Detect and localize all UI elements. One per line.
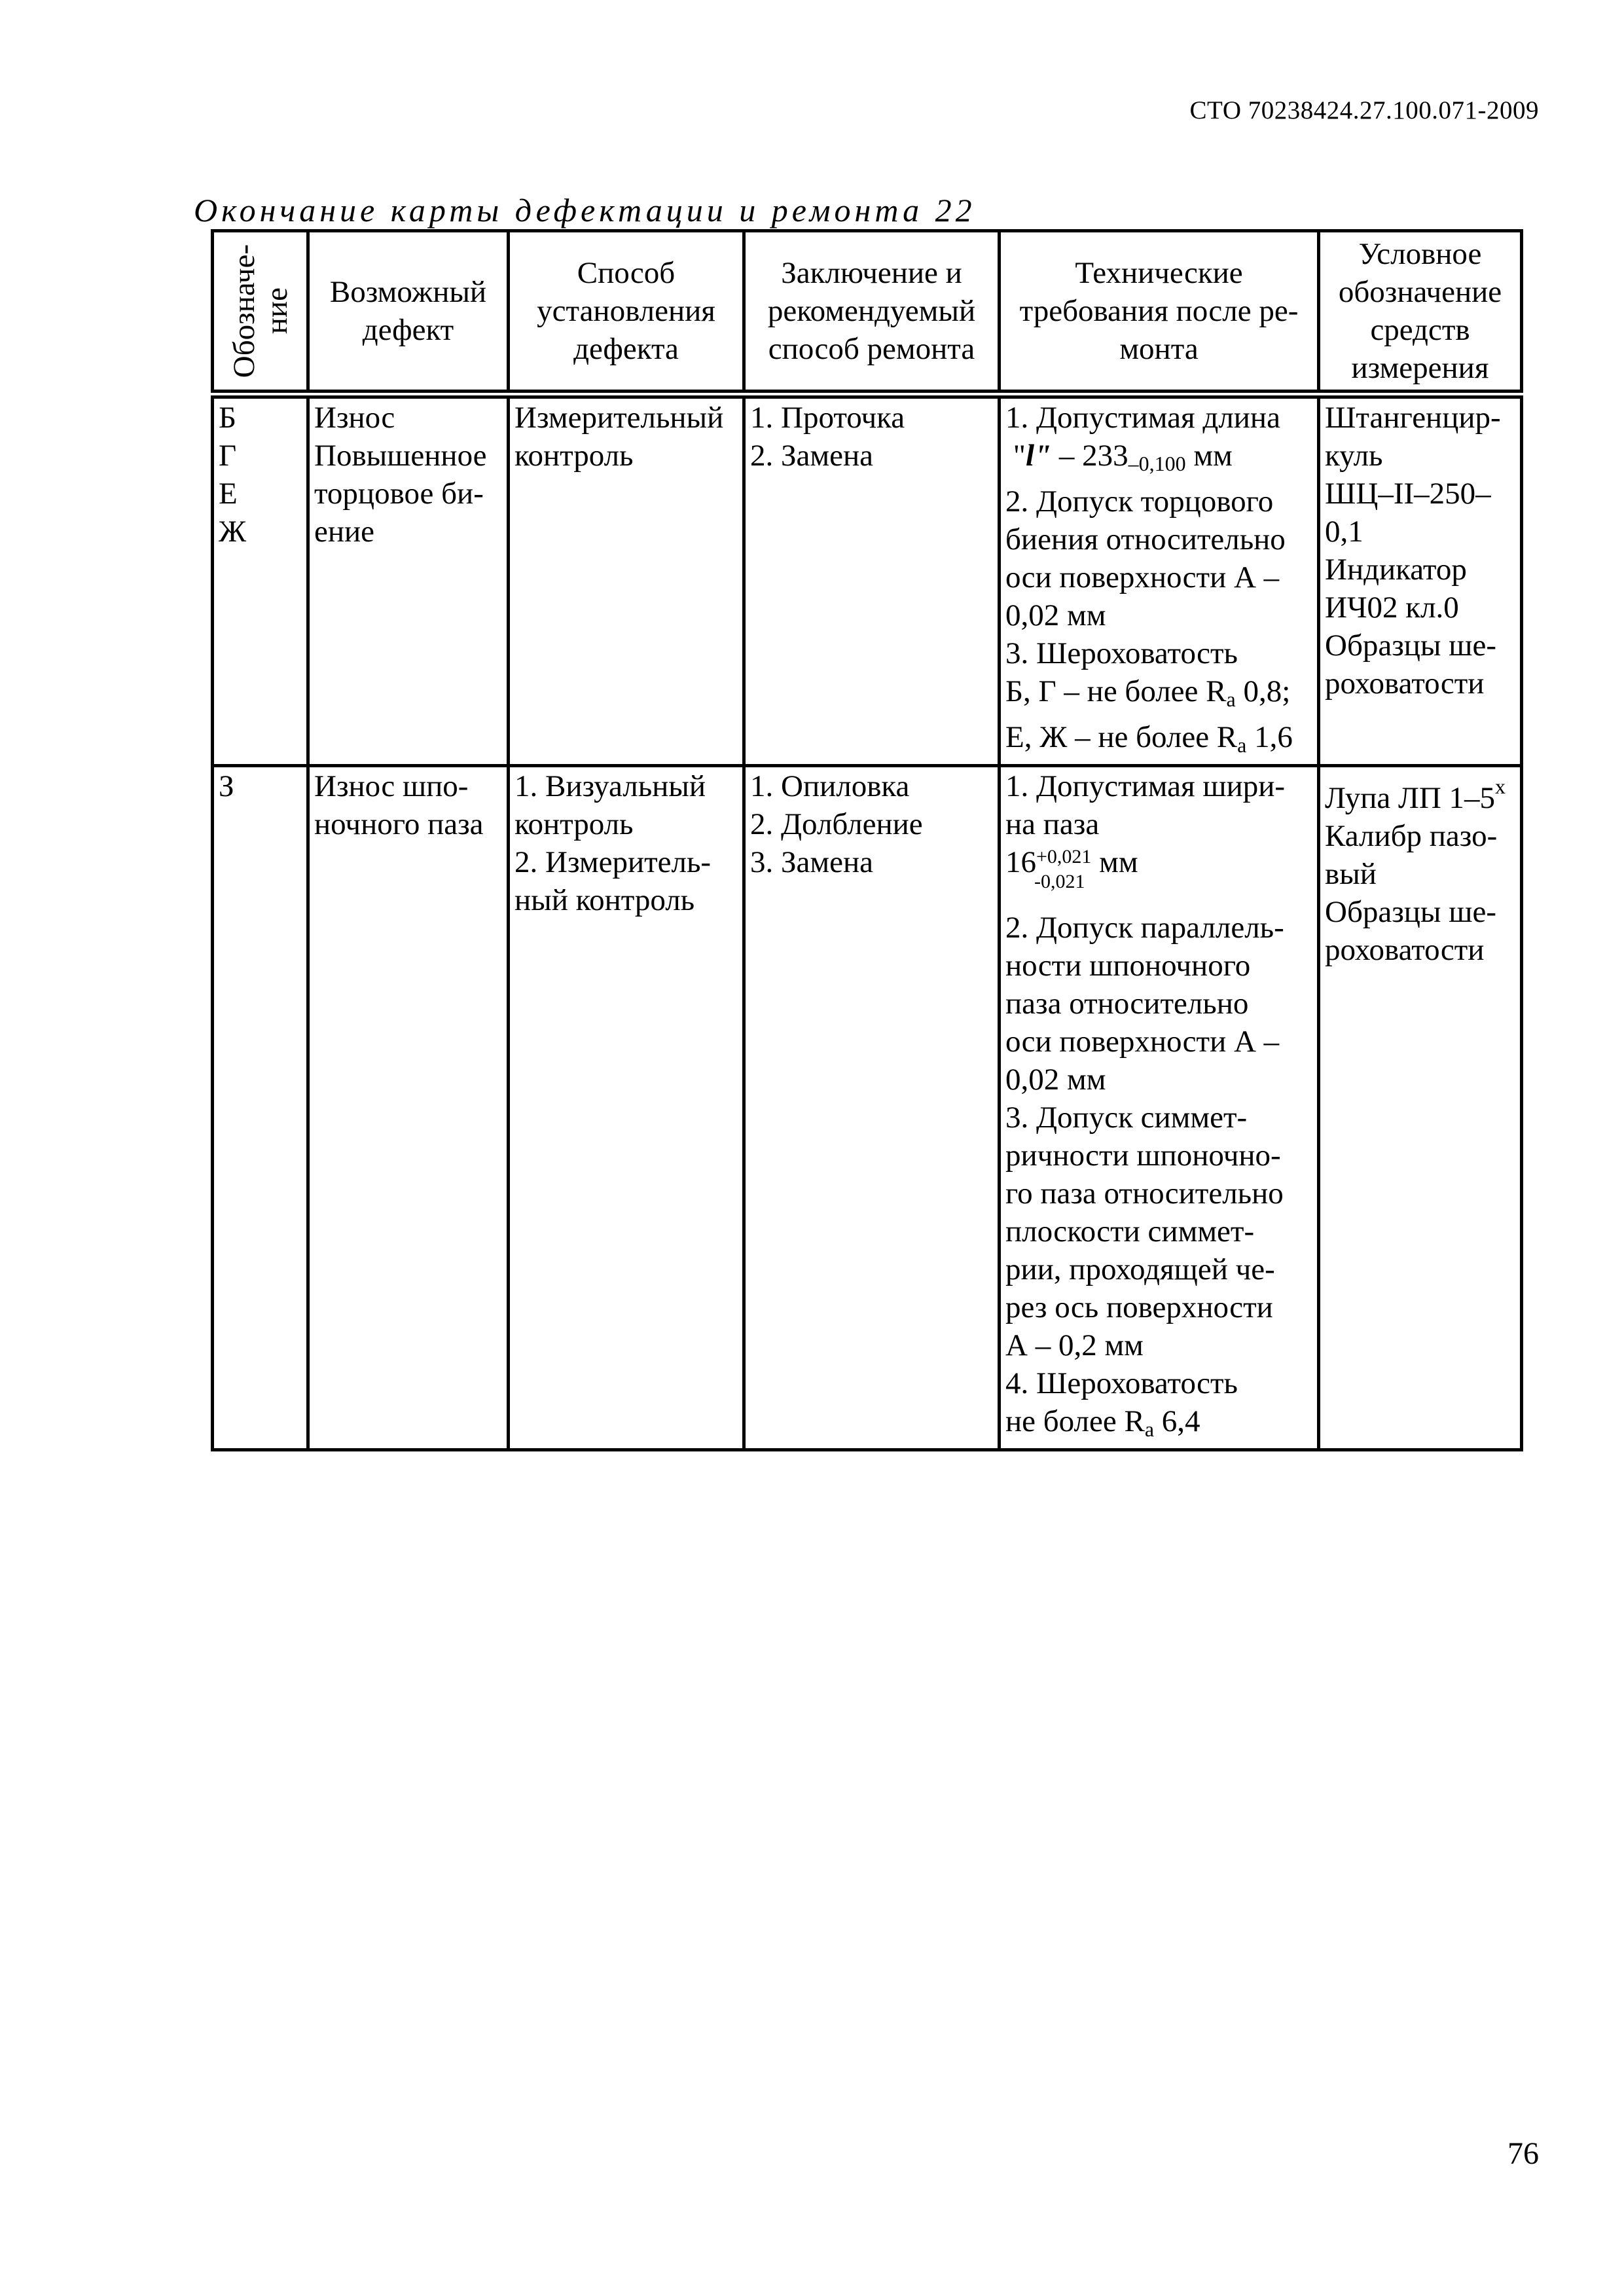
defect-line: Износ шпо-: [314, 769, 469, 803]
instrument-line: ИЧ02 кл.0: [1325, 591, 1459, 625]
instrument-line: роховатости: [1325, 933, 1485, 967]
requirement-line: го паза относительно: [1005, 1176, 1284, 1211]
requirement-line: 3. Шероховатость: [1005, 636, 1238, 670]
requirement-line: 1. Допустимая шири-: [1005, 769, 1286, 803]
requirement-line: плоскости симмет-: [1005, 1214, 1255, 1248]
method-line: Измерительный: [514, 401, 724, 435]
requirement-line-roughness: не более $R_a$ 6,4: [1005, 1404, 1200, 1441]
instrument-line: Штангенцир-: [1325, 401, 1501, 435]
instrument-line: Образцы ше-: [1325, 629, 1496, 663]
cell-defect: [308, 766, 509, 1450]
instrument-line: Индикатор: [1325, 553, 1467, 587]
instrument-line-magnifier: Лупа ЛП $1-5^х$: [1325, 774, 1506, 815]
designation-line: Г: [219, 439, 237, 473]
method-line: 1. Визуальный: [514, 769, 706, 803]
requirement-line: рез ось поверхности: [1005, 1290, 1273, 1324]
repair-line: 1. Опиловка: [750, 769, 910, 803]
requirement-line: 2. Допуск торцового: [1005, 484, 1274, 519]
header-designation-label: Обозначе- ние: [226, 244, 294, 378]
instrument-line: 0,1: [1325, 515, 1363, 549]
requirement-line: 1. Допустимая длина: [1005, 401, 1280, 435]
method-line: ный контроль: [514, 883, 695, 917]
table-caption: Окончание карты дефектации и ремонта 22: [194, 192, 976, 228]
table-row: [213, 766, 1522, 1450]
table-row: [213, 394, 1522, 766]
length-symbol: l": [1025, 439, 1052, 473]
instrument-line: куль: [1325, 439, 1383, 473]
repair-line: 2. Замена: [750, 439, 874, 473]
requirement-line: 3. Допуск симмет-: [1005, 1101, 1248, 1135]
requirement-line-width: $16^{+0,021}$ -0,021 мм: [1005, 843, 1317, 885]
width-tolerance: $16^{+0,021}$ -0,021: [1005, 845, 1092, 892]
requirement-line: А – 0,2 мм: [1005, 1328, 1144, 1362]
requirement-line: 0,02 мм: [1005, 1063, 1106, 1097]
defect-line: ночного паза: [314, 807, 484, 841]
instrument-line: Образцы ше-: [1325, 895, 1496, 929]
defect-repair-table: [211, 229, 1523, 1451]
header-defect: Возможный дефект: [308, 231, 509, 395]
defect-line: Повышенное: [314, 439, 487, 473]
header-requirements: Технические требования после ре-монта: [1000, 231, 1319, 395]
requirement-line: рии, проходящей че-: [1005, 1252, 1275, 1286]
repair-line: 2. Долбление: [750, 807, 923, 841]
requirement-line: 2. Допуск параллель-: [1005, 911, 1284, 945]
header-designation: [213, 231, 308, 395]
defect-line: Износ: [314, 401, 395, 435]
repair-line: 1. Проточка: [750, 401, 905, 435]
designation-line: Ж: [219, 515, 247, 549]
requirement-line-roughness: Б, Г – не более $R_a$ 0,8;: [1005, 674, 1291, 711]
length-tolerance: –0,100: [1128, 452, 1186, 475]
cell-requirements: [1000, 766, 1319, 1450]
document-code: СТО 70238424.27.100.071-2009: [1189, 96, 1539, 124]
defect-line: торцовое би-: [314, 477, 484, 511]
header-instruments: Условное обозначение средств измерения: [1319, 231, 1522, 395]
cell-instruments: [1319, 394, 1522, 766]
designation-line: З: [219, 769, 234, 803]
instrument-line: ШЦ–II–250–: [1325, 477, 1491, 511]
requirement-line: биения относительно: [1005, 522, 1286, 556]
method-line: контроль: [514, 807, 634, 841]
designation-line: Б: [219, 401, 236, 435]
instrument-line: вый: [1325, 857, 1377, 891]
cell-defect: [308, 394, 509, 766]
requirement-line-length: "l" – $233_{-0,100}$ мм: [1013, 439, 1233, 475]
requirement-line: паза относительно: [1005, 987, 1249, 1021]
table-header-row: [213, 231, 1522, 395]
requirement-line: оси поверхности А –: [1005, 1025, 1280, 1059]
header-repair: Заключение и рекомендуемый способ ремонта: [744, 231, 1000, 395]
cell-designation: [213, 394, 308, 766]
cell-repair: [744, 766, 1000, 1450]
instrument-line: Калибр пазо-: [1325, 819, 1498, 853]
cell-method: [509, 766, 744, 1450]
requirement-line: ричности шпоночно-: [1005, 1139, 1281, 1173]
cell-method: [509, 394, 744, 766]
header-method: Способ установления дефекта: [509, 231, 744, 395]
requirement-line: 0,02 мм: [1005, 598, 1106, 632]
cell-instruments: [1319, 766, 1522, 1450]
cell-repair: [744, 394, 1000, 766]
instrument-line: роховатости: [1325, 666, 1485, 701]
method-line: контроль: [514, 439, 634, 473]
page-number: 76: [1507, 2136, 1539, 2171]
method-line: 2. Измеритель-: [514, 845, 712, 879]
cell-requirements: [1000, 394, 1319, 766]
designation-line: Е: [219, 477, 238, 511]
requirement-line: 4. Шероховатость: [1005, 1366, 1238, 1400]
requirement-line: оси поверхности А –: [1005, 560, 1280, 594]
requirement-line-roughness: Е, Ж – не более $R_a$ 1,6: [1005, 720, 1293, 757]
repair-line: 3. Замена: [750, 845, 874, 879]
requirement-line: на паза: [1005, 807, 1100, 841]
defect-line: ение: [314, 515, 375, 549]
requirement-line: ности шпоночного: [1005, 949, 1251, 983]
cell-designation: [213, 766, 308, 1450]
